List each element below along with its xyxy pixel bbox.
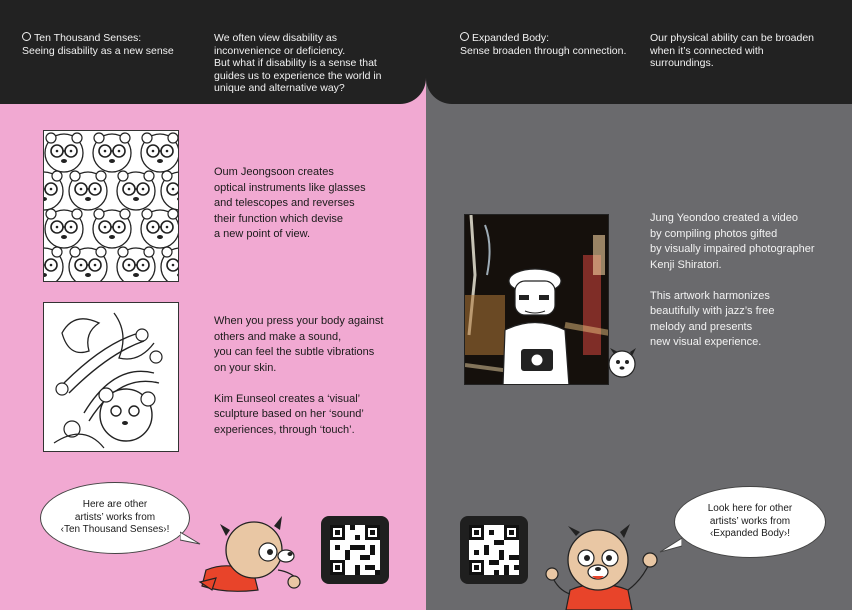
left-header-title: Ten Thousand Senses: Seeing disability as a new sense (22, 32, 174, 57)
right-bubble-tail (658, 534, 682, 554)
left-header-intro: We often view disability as inconvenience or deficiency. But what if disability is a sense that guides us to experience the world in unique and alternative way? (214, 32, 382, 94)
artwork1-description: Oum Jeongsoon creates optical instruments like glasses and telescopes and reverses their function which devise a new point of view. (214, 166, 366, 240)
right-panel (426, 0, 852, 610)
artwork-oum-jeongsoon (43, 130, 179, 282)
qr-code-icon[interactable] (460, 516, 528, 584)
artwork-kim-eunseol (43, 302, 179, 452)
right-header (426, 0, 852, 104)
circled-number-icon (460, 32, 469, 41)
circled-number-icon (22, 32, 31, 41)
right-header-title: Expanded Body: Sense broaden through connection. (460, 32, 627, 57)
left-speech-bubble: Here are other artists’ works from ‹Ten Thousand Senses›! (40, 482, 190, 554)
qr-code-icon[interactable] (321, 516, 389, 584)
bear-mascot-icon (542, 520, 662, 610)
bear-mascot-icon (196, 512, 308, 596)
peeking-mascot-icon (606, 346, 640, 380)
right-header-intro: Our physical ability can be broaden when it’s connected with surroundings. (650, 32, 815, 69)
artwork-jung-yeondoo (464, 214, 609, 385)
right-speech-bubble: Look here for other artists’ works from ‹Expanded Body›! (674, 486, 826, 558)
left-header (0, 0, 426, 104)
artwork2-description: When you press your body against others and make a sound, you can feel the subtle vibrations on your skin. Kim Eunseol creates a ‘visual’ sculpture based on her ‘sound’ experiences, through ‘touch’. (214, 315, 384, 436)
artwork-description: Jung Yeondoo created a video by compiling photos gifted by visually impaired photographer Kenji Shiratori. This artwork harmonizes beautifully with jazz’s free melody and presents new visual experience. (650, 212, 815, 348)
